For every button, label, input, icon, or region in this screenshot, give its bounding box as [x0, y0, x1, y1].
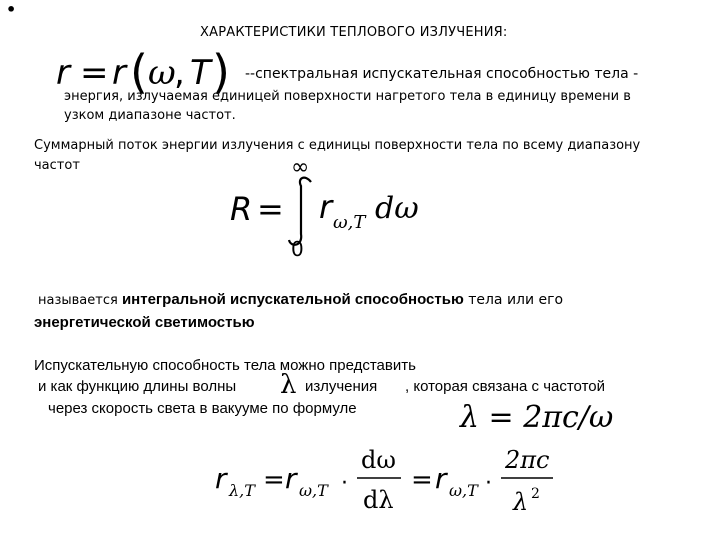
- svg-text:T: T: [190, 53, 211, 93]
- bullet-marker: •: [6, 0, 17, 19]
- svg-text:2: 2: [531, 486, 540, 502]
- definition2-term2: энергетической светимостью: [34, 314, 255, 331]
- svg-text:(: (: [130, 45, 148, 99]
- definition1-suffix: тела -: [589, 66, 639, 82]
- lambda-symbol: λ: [280, 370, 297, 400]
- definition1-line3: узком диапазоне частот.: [64, 108, 236, 123]
- definition1-line1: [245, 66, 638, 82]
- svg-text:r: r: [215, 462, 227, 495]
- lambda-omega-formula: λ = 2πc/ω: [460, 400, 614, 435]
- conversion-formula: [215, 438, 575, 538]
- integral-upper-limit: ∞: [291, 155, 310, 180]
- relation-line1: Испускательную способность тела можно представить: [34, 357, 416, 374]
- integral-lower-limit: 0: [291, 237, 304, 261]
- relation-line2a: и как функцию длины волны: [38, 378, 237, 395]
- svg-text:dλ: dλ: [363, 486, 394, 514]
- definition2-middle: тела или его: [463, 292, 564, 308]
- svg-text:λ,T: λ,T: [229, 481, 255, 500]
- page-title: ХАРАКТЕРИСТИКИ ТЕПЛОВОГО ИЗЛУЧЕНИЯ:: [200, 25, 508, 40]
- integral-formula: [225, 152, 455, 262]
- svg-text:·: ·: [341, 471, 348, 496]
- svg-text:,: ,: [174, 53, 185, 93]
- integral-sign: [289, 178, 311, 245]
- definition1-line2: энергия, излучаемая единицей поверхности нагретого тела в единицу времени в: [64, 89, 631, 104]
- relation-line2b: излучения: [305, 378, 378, 395]
- integral-lhs: R: [230, 190, 253, 228]
- svg-text:r: r: [435, 462, 447, 495]
- svg-text:r: r: [56, 53, 70, 93]
- definition1-prefix: --: [245, 66, 256, 82]
- svg-text:r: r: [319, 188, 333, 226]
- relation-line3: через скорость света в вакууме по формуле: [48, 400, 357, 417]
- svg-text:2πc: 2πc: [505, 446, 550, 474]
- svg-text:=: =: [263, 465, 285, 495]
- svg-text:dω: dω: [375, 191, 419, 226]
- svg-text:ω,T: ω,T: [333, 212, 366, 233]
- definition2-line1: [38, 291, 563, 308]
- relation-line2c: , которая связана с частотой: [405, 378, 605, 395]
- svg-text:): ): [212, 45, 230, 99]
- definition2-term1: интегральной испускательной способностью: [121, 291, 464, 308]
- svg-text:r: r: [112, 53, 126, 93]
- definition1-term: спектральная испускательная способностью: [255, 66, 590, 82]
- summary-line1: Суммарный поток энергии излучения с единицы поверхности тела по всему диапазону: [34, 138, 641, 153]
- svg-text:=: =: [80, 53, 109, 93]
- svg-text:=: =: [411, 465, 433, 495]
- definition2-prefix: называется: [38, 293, 122, 308]
- svg-text:dω: dω: [361, 446, 396, 474]
- svg-text:r: r: [285, 462, 297, 495]
- svg-text:ω: ω: [148, 53, 176, 93]
- summary-line2: частот: [34, 158, 80, 173]
- svg-text:=: =: [257, 190, 284, 228]
- svg-text:ω,T: ω,T: [449, 481, 478, 500]
- svg-text:·: ·: [485, 471, 492, 496]
- svg-text:ω,T: ω,T: [299, 481, 328, 500]
- svg-text:λ: λ: [513, 488, 529, 516]
